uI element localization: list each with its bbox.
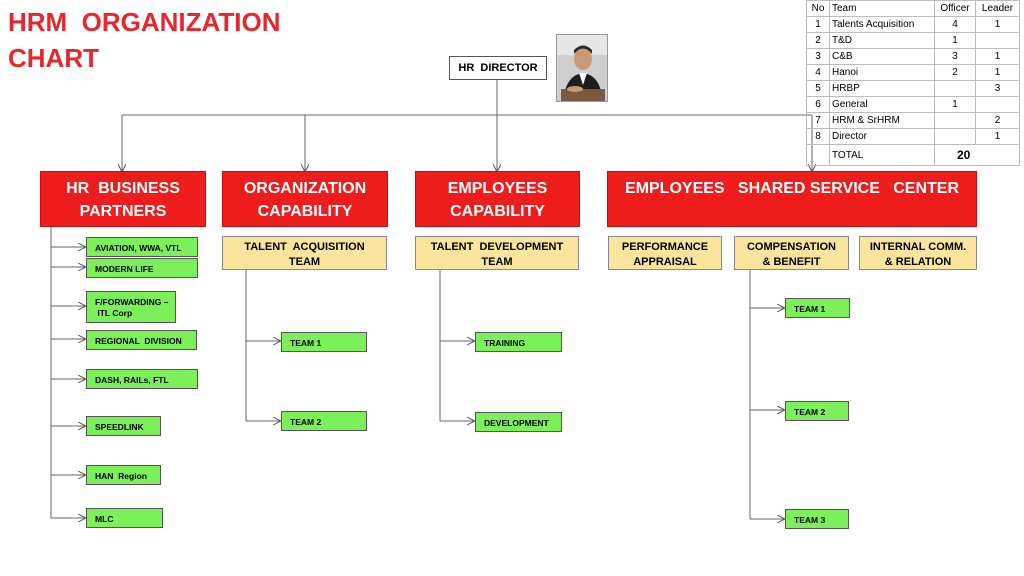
cell-no: 2 — [807, 33, 830, 49]
unit-dash-rails: DASH, RAILs, FTL — [86, 369, 198, 389]
cb-team-2: TEAM 2 — [785, 401, 849, 421]
title-line-2: CHART — [8, 43, 99, 73]
cell-no: 8 — [807, 129, 830, 145]
cb-team-1: TEAM 1 — [785, 298, 850, 318]
ta-team-1: TEAM 1 — [281, 332, 367, 352]
total-label: TOTAL — [830, 145, 935, 166]
person-photo-icon — [557, 35, 608, 102]
cell-leader: 1 — [976, 65, 1020, 81]
cell-leader — [976, 33, 1020, 49]
cell-team: C&B — [830, 49, 935, 65]
team-internal-comm: INTERNAL COMM. & RELATION — [859, 236, 977, 270]
summary-table — [806, 0, 1020, 166]
team-talent-development: TALENT DEVELOPMENT TEAM — [415, 236, 579, 270]
cell-team: HRBP — [830, 81, 935, 97]
director-photo — [556, 34, 608, 102]
cell-no: 7 — [807, 113, 830, 129]
unit-han-region: HAN Region — [86, 465, 161, 485]
cell-officer — [935, 81, 976, 97]
team-performance-appraisal: PERFORMANCE APPRAISAL — [608, 236, 722, 270]
table-row — [807, 97, 1020, 113]
cell-officer: 2 — [935, 65, 976, 81]
hr-director-box: HR DIRECTOR — [449, 56, 547, 80]
cell-officer: 1 — [935, 33, 976, 49]
cell-leader: 1 — [976, 17, 1020, 33]
table-row — [807, 65, 1020, 81]
cell-leader: 1 — [976, 129, 1020, 145]
title-line-1: HRM ORGANIZATION — [8, 7, 281, 37]
table-row — [807, 33, 1020, 49]
cell-officer: 4 — [935, 17, 976, 33]
cell-team: Hanoi — [830, 65, 935, 81]
header-officer: Officer — [935, 1, 976, 17]
table-row — [807, 49, 1020, 65]
dept-hr-business-partners: HR BUSINESS PARTNERS — [40, 171, 206, 227]
cell-officer: 3 — [935, 49, 976, 65]
header-no: No — [807, 1, 830, 17]
unit-speedlink: SPEEDLINK — [86, 416, 161, 436]
td-training: TRAINING — [475, 332, 562, 352]
cb-team-3: TEAM 3 — [785, 509, 849, 529]
cell-no: 6 — [807, 97, 830, 113]
table-total-row — [807, 145, 1020, 166]
cell-team: Talents Acquisition — [830, 17, 935, 33]
cell-leader: 3 — [976, 81, 1020, 97]
header-leader: Leader — [976, 1, 1020, 17]
unit-regional-division: REGIONAL DIVISION — [86, 330, 197, 350]
cell-no: 5 — [807, 81, 830, 97]
table-row — [807, 129, 1020, 145]
dept-employees-capability: EMPLOYEES CAPABILITY — [415, 171, 580, 227]
unit-forwarding: F/FORWARDING – ITL Corp — [86, 291, 176, 323]
page-title — [8, 4, 281, 76]
cell-leader — [976, 97, 1020, 113]
cell-no: 3 — [807, 49, 830, 65]
total-value: 20 — [935, 145, 1020, 166]
cell-team: T&D — [830, 33, 935, 49]
ta-team-2: TEAM 2 — [281, 411, 367, 431]
cell-team: HRM & SrHRM — [830, 113, 935, 129]
table-row — [807, 81, 1020, 97]
unit-mlc: MLC — [86, 508, 163, 528]
cell-team: Director — [830, 129, 935, 145]
table-header-row — [807, 1, 1020, 17]
cell-officer — [935, 113, 976, 129]
table-row — [807, 17, 1020, 33]
dept-shared-service-center: EMPLOYEES SHARED SERVICE CENTER — [607, 171, 977, 227]
dept-organization-capability: ORGANIZATION CAPABILITY — [222, 171, 388, 227]
team-talent-acquisition: TALENT ACQUISITION TEAM — [222, 236, 387, 270]
cell-officer: 1 — [935, 97, 976, 113]
header-team: Team — [830, 1, 935, 17]
cell-leader: 1 — [976, 49, 1020, 65]
cell-no: 4 — [807, 65, 830, 81]
cell-team: General — [830, 97, 935, 113]
cell-officer — [935, 129, 976, 145]
cell-leader: 2 — [976, 113, 1020, 129]
cell-empty — [807, 145, 830, 166]
unit-aviation: AVIATION, WWA, VTL — [86, 237, 198, 257]
td-development: DEVELOPMENT — [475, 412, 562, 432]
team-compensation-benefit: COMPENSATION & BENEFIT — [734, 236, 849, 270]
unit-modern-life: MODERN LIFE — [86, 258, 198, 278]
table-row — [807, 113, 1020, 129]
cell-no: 1 — [807, 17, 830, 33]
